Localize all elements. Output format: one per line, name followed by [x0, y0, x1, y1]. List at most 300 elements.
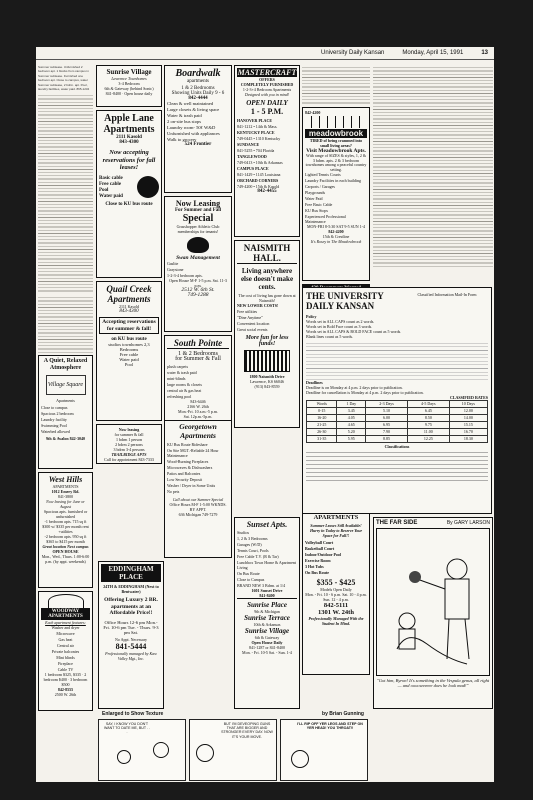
- ad-title: meadowbrook: [305, 129, 367, 138]
- table-cell: 0-15: [307, 408, 337, 415]
- ad-title: A Quiet, Relaxed Atmosphere: [43, 358, 88, 371]
- ad-line: The cost of living has gone down at Naismith!: [238, 293, 296, 303]
- classified-filler: [302, 65, 370, 105]
- ad-title: Sunset Apts.: [246, 520, 288, 529]
- feature: Free utilities: [237, 309, 258, 314]
- feature: Convenient location: [237, 321, 270, 326]
- ad-phone: 841-1287 or 841-8400: [249, 645, 285, 650]
- feature: Water paid: [99, 193, 123, 199]
- ad-line: 1-2-3+4 Bedroom Apartments: [242, 87, 292, 92]
- table-cell: 26-30: [307, 429, 337, 436]
- ad-special: Special: [182, 213, 214, 224]
- classified-text: Summer sublease, 2 bdrm. apt. Pool, laundry facilities, water paid. 865-1234: [38, 83, 90, 91]
- ad-phone: 841-8400 · Open house daily: [105, 91, 153, 96]
- ad-address: 1012 Emery Rd.: [51, 489, 80, 494]
- comic-caption: "Got him, Byron! It's something in the Vespula genus, all right — and ooooweeeee does he look mad!": [376, 678, 490, 688]
- ad-address: 15th & Crestline: [322, 234, 350, 240]
- feature: Laundry room- 50¢ W&D: [167, 125, 216, 130]
- ad-line: for Summer & Fall: [175, 356, 221, 362]
- feature: 2 on-site bus stops: [167, 119, 202, 124]
- speech-bubble: BUT I'M DEVEOPING GUNS THAT ARE BIGGER AND STRONGER EVERY DAY. NOW IT'S YOUR MOVE.: [221, 722, 273, 739]
- feature: On Bus Route: [305, 570, 330, 575]
- ad-line: 1 & 2 Bedrooms: [181, 86, 215, 91]
- ad-line: Summer Leases Still Available! Hurry in Today to Reserve Your Space for Fall!!: [309, 523, 363, 538]
- far-side-comic: [373, 517, 493, 709]
- ad-title: Georgetown Apartments: [179, 422, 217, 440]
- ad-line: TIRED of being crammed into small living areas?: [309, 138, 363, 148]
- form-fields: [306, 449, 488, 481]
- feature: plush carpets: [167, 364, 188, 369]
- classified-text: Summer sublease. Unfurnished 2 bedroom apt. 1 blocks from campus in: [38, 65, 89, 73]
- ad-address: 2166 W. 26th: [187, 404, 209, 409]
- feature: 1, 2 & 3 Bedrooms: [237, 536, 268, 541]
- comic-panel-1: [98, 719, 186, 781]
- feature: Free Cable T.V. (R & Tar): [237, 554, 279, 559]
- table-cell: 14.00: [449, 415, 487, 422]
- ad-line: Showing Units Daily 9 - 6: [171, 91, 225, 96]
- ad-title: Sunrise Village: [244, 627, 290, 635]
- table-row: [307, 429, 488, 436]
- ad-title: Sunrise Place: [247, 601, 287, 609]
- column-6: [373, 65, 493, 267]
- classified-text: Summer sublease. Furnished one bedroom apt. Close to campus, water: [38, 74, 88, 82]
- ad-phone: 842-4444: [188, 96, 208, 101]
- ad-phone: 843-4300: [119, 309, 139, 314]
- ad-address: 1800 Naismith Drive: [249, 374, 285, 379]
- ad-price: $355 - $425: [316, 578, 356, 587]
- ad-address: 6th & Gateway: [254, 635, 280, 640]
- ad-title: Boardwalk: [175, 68, 221, 79]
- ad-open: OPEN DAILY: [246, 99, 288, 107]
- feature: Wood-Burning Fireplaces: [167, 459, 209, 464]
- feature: BRAND NEW 3 Bdrm. at 1/4: [237, 583, 286, 588]
- ad-line: studios townhomes 2,3 Bedrooms: [108, 342, 150, 352]
- ad-office: Office Hours M-F 1-5:00 WKNDS. BY APPT.: [169, 502, 227, 512]
- character-icon: [117, 750, 131, 764]
- feature: Laundry facility: [41, 417, 67, 422]
- ad-title: Swan Management: [176, 255, 220, 261]
- ad-city: Lawrence, KS 66046: [250, 379, 284, 384]
- ad-title: NAISMITH HALL.: [237, 243, 297, 264]
- feature: "Dine Anytime": [237, 315, 263, 320]
- ad-phone: 842-4455: [257, 189, 277, 194]
- ad-address: 524 Frontier: [184, 142, 212, 147]
- palm-trees-icon: [311, 116, 361, 128]
- column-1: [38, 65, 93, 714]
- ad-title: Sunrise Village: [106, 68, 152, 76]
- ad-eddingham: [98, 561, 164, 709]
- feature: 1-2-3-4 bedroom apts.: [167, 273, 203, 278]
- feature: NEW LOWER COSTS!: [237, 303, 279, 308]
- feature: Lighted Tennis Courts: [305, 172, 341, 178]
- comic-strip: [98, 711, 368, 781]
- ad-hours: Office Hours 12-6 pm Mon.- Fri. 10-6 pm Tue. - Thurs. 9-3 pm Sat.: [103, 619, 159, 635]
- building-icon: [244, 350, 290, 372]
- ad-hours: Open House Daily: [251, 640, 283, 645]
- ad-west-hills: [38, 472, 93, 588]
- feature: No pets: [167, 489, 180, 494]
- ad-title: Sunrise Terrace: [244, 614, 290, 622]
- table-cell: 6.45: [407, 408, 449, 415]
- feature: Walk to grocery: [167, 137, 197, 142]
- kansan-classified-form: [302, 287, 492, 514]
- feature: Tennis Court, Pools: [237, 548, 269, 553]
- rates-heading: CLASSIFIED RATES: [449, 395, 488, 400]
- far-side-drawing: [376, 528, 490, 676]
- table-cell: 6.00: [366, 415, 408, 422]
- ad-phone: 843-4300: [119, 140, 139, 145]
- feature: Mini blinds: [56, 655, 75, 660]
- feature: Swimming Pool: [41, 423, 67, 428]
- deadline-heading: Deadlines: [306, 380, 323, 385]
- ad-title: Apple Lane Apartments: [103, 113, 155, 135]
- classifications-heading: Classifications: [384, 444, 410, 449]
- table-cell: 15.15: [449, 422, 487, 429]
- ad-line: COMPLETELY FURNISHED: [240, 82, 294, 87]
- table-cell: 5.20: [337, 429, 366, 436]
- ad-boardwalk: [164, 65, 232, 193]
- feature: Gaslite: [167, 261, 179, 266]
- ad-mgmt: Professionally managed by Kaw Valley Mgt., Inc.: [105, 650, 157, 661]
- woodway-logo-icon: [48, 594, 84, 608]
- ad-title: Quail Creek Apartments: [106, 284, 152, 304]
- feature: 3 Hot Tubs: [305, 564, 324, 569]
- feature: Volleyball Court: [305, 540, 334, 545]
- feature: Laundry Facilities in each building: [305, 178, 361, 184]
- column-2: [96, 65, 162, 470]
- ad-line: 6th & Gateway (behind Sonic): [104, 86, 154, 91]
- ad-tag: It's Rosey in The Meadowbrook: [310, 239, 362, 245]
- ad-line: Pool: [124, 362, 134, 367]
- table-cell: 11.00: [407, 429, 449, 436]
- feature: water & trash paid: [167, 370, 197, 375]
- ad-line: for summer & fall: [114, 432, 144, 437]
- ad-line: Spacious apts. furnished or unfurnished: [43, 509, 88, 519]
- newspaper-page: [36, 47, 494, 782]
- ad-hours: Mon. - Fri. 10-5 Sat. - Sun. 1-4: [242, 650, 292, 655]
- ad-line: Water paid: [119, 357, 139, 362]
- swan-icon: [187, 237, 209, 253]
- ad-address: 1601 Sunset Drive: [251, 588, 283, 593]
- feature: Water Paid: [305, 196, 323, 202]
- feature: Garages (W/D): [237, 542, 262, 547]
- ad-title: APARTMENTS: [313, 513, 359, 521]
- ad-hours: MON-FRI 8-5:30 SAT 9-5 SUN 1-4: [306, 224, 366, 230]
- table-cell: 4.65: [337, 422, 366, 429]
- ad-hours: Mon.-Fri. 10 a.m.-5 p.m.: [178, 409, 218, 414]
- ad-title: TRAILRIDGE APTS: [111, 452, 147, 457]
- ad-naismith: [234, 240, 300, 428]
- deadline-line: Deadline is on Monday at 4 p.m. 2 days prior to publication.: [306, 385, 403, 390]
- feature: Great social events: [237, 327, 268, 332]
- ad-address: 24TH & EDDINGHAM (Next to Bentwater): [103, 584, 159, 594]
- ad-phone: (913) 843-8559: [254, 384, 280, 389]
- property-name: HANOVER PLACE: [237, 118, 273, 123]
- comic-panel-3: [280, 719, 368, 781]
- table-cell: 8.50: [407, 415, 449, 422]
- policy-line: Words set in ALL CAPS count as 2 words.: [306, 319, 375, 324]
- column-4: [234, 65, 300, 431]
- ad-line: Offering Luxury 2 BR. apartments at an Affordable Price!!: [104, 597, 158, 616]
- table-cell: 18.30: [449, 436, 487, 443]
- property-name: CAMPUS PLACE: [237, 166, 269, 171]
- ad-line: Designed with you in mind!: [244, 92, 290, 97]
- ad-meadowbrook: [302, 107, 370, 281]
- feature: Indoor/Outdoor Pool: [305, 552, 342, 557]
- feature: Microwaves & Dishwashers: [167, 465, 213, 470]
- feature: Close to KU bus route: [105, 201, 153, 207]
- feature: refreshing pool: [167, 394, 192, 399]
- speech-bubble: SAY, I KNOW YOU DON'T WANT TO DATE ME, BUT . . .: [103, 722, 151, 735]
- feature: Playgrounds: [305, 190, 325, 196]
- ad-line: 1 & 2 Bedrooms: [178, 351, 218, 357]
- policy-heading: Policy: [306, 314, 317, 319]
- table-cell: 3.45: [337, 408, 366, 415]
- ad-tag: More fun for less funds!: [245, 335, 289, 347]
- ad-address: 2111 Kasold: [116, 135, 142, 140]
- ad-phone: 842-8555: [57, 687, 74, 692]
- policy-line: Words set in Bold Face count as 3 words.: [306, 324, 373, 329]
- comic-author: By GARY LARSON: [446, 520, 490, 526]
- property-addr: 841-1212 • 14th & Mass.: [237, 124, 278, 129]
- table-cell: 8.85: [366, 436, 408, 443]
- ad-tag: Accepting reservations for summer & fall!: [99, 317, 159, 334]
- property-name: KENTUCKY PLACE: [237, 130, 275, 135]
- ad-tag: Professionally Managed With the Student In Mind.: [308, 616, 364, 626]
- ad-title: West Hills: [48, 475, 83, 484]
- feature: Washer / Dryer in Some Units: [167, 483, 216, 488]
- ad-line: 2 bdrm 2 persons: [115, 442, 143, 447]
- table-header: 1 Day: [337, 401, 366, 408]
- feature: Pool: [99, 187, 109, 193]
- feature: mini-blinds: [167, 376, 186, 381]
- ad-mastercraft: [234, 65, 300, 237]
- table-cell: 12.25: [407, 436, 449, 443]
- ad-address: 10th & Arkansas: [253, 622, 281, 627]
- property-addr: 749-0413 • 10th & Arkansas: [237, 160, 283, 165]
- table-cell: 16-20: [307, 415, 337, 422]
- table-cell: 5.95: [337, 436, 366, 443]
- rates-table: [306, 400, 488, 443]
- ad-line: With range of SIZES & styles, 1, 2 & 3 bdrm. apts. 2 & 3 bedroom townhomes among a peaceful country setting.: [305, 153, 367, 172]
- feature: On Bus Route: [237, 571, 260, 576]
- form-title: THE UNIVERSITY DAILY KANSAN: [306, 291, 384, 311]
- ad-line: 3 bdrm 3-4 persons: [113, 447, 145, 452]
- feature: Carports / Garages: [305, 184, 335, 190]
- ad-address: 9th & Michigan: [254, 609, 280, 614]
- table-cell: 5.10: [366, 408, 408, 415]
- feature: Lunchbox Town Home & Apartment Living: [237, 560, 296, 570]
- table-header: Words: [307, 401, 337, 408]
- ad-woodway: [38, 591, 93, 711]
- ad-sub: APARTMENTS: [52, 484, 79, 489]
- feature: Low Security Deposit: [167, 477, 203, 482]
- feature: Clean & well maintained: [167, 101, 214, 106]
- table-header-row: [307, 401, 488, 408]
- ad-line: Great location Next campus: [42, 544, 89, 549]
- ad-tag: Each apartment features:: [45, 620, 86, 625]
- feature: Fireplace: [58, 661, 73, 666]
- ad-sunrise-village: [96, 65, 162, 107]
- policy-line: Words set in ALL CAPS & BOLD FACE count as 5 words.: [306, 329, 402, 334]
- character-icon: [196, 744, 214, 762]
- property-name: SUNDANCE: [237, 142, 260, 147]
- property-addr: 749-4200 • 15th & Kasold: [237, 184, 280, 189]
- table-header: 2-3 Days: [366, 401, 408, 408]
- ad-phone: 841-3800: [57, 494, 74, 499]
- property-addr: 749-0445 • 1310 Kentucky: [237, 136, 281, 141]
- feature: Free Basic Cable: [305, 202, 333, 208]
- policy-line: Blank lines count as 5 words.: [306, 334, 354, 339]
- ad-line: Free cable: [119, 352, 139, 357]
- ad-apple-lane: [96, 110, 162, 278]
- feature: Studios: [237, 530, 250, 535]
- ad-title: WOODWAY APARTMENTS: [41, 608, 90, 620]
- far-side-illustration: [377, 529, 491, 675]
- feature: Private balconies: [51, 649, 80, 654]
- ad-appt: No Appt. Necessary: [114, 636, 148, 642]
- ad-line: Now leasing: [118, 427, 140, 432]
- ad-address: 2512 W. 6th St.: [181, 287, 215, 293]
- ad-address: 2111 Kasold: [118, 304, 140, 309]
- ad-title: EDDINGHAM PLACE: [101, 564, 161, 582]
- table-row: [307, 436, 488, 443]
- table-row: [307, 415, 488, 422]
- ad-line: 1 bdrm 1 person: [115, 437, 143, 442]
- classified-filler: [373, 65, 493, 267]
- ad-phone: 841-8400: [237, 593, 297, 599]
- ad-address: 2500 W. 26th: [54, 692, 77, 697]
- ad-call: Call about our Summer Special: [172, 497, 224, 502]
- ad-phone: 843-6446: [190, 399, 206, 404]
- feature: Experienced Professional Maintenance: [305, 214, 346, 225]
- ad-quail-creek: [96, 281, 162, 421]
- ad-phone: 841-5444: [115, 641, 147, 651]
- table-header: 10 Days: [449, 401, 487, 408]
- ad-address: 1301 W. 24th: [318, 609, 354, 616]
- feature: Central air: [57, 643, 74, 648]
- ad-title: MASTERCRAFT: [237, 68, 297, 77]
- page-header: [36, 50, 494, 60]
- feature: Patios and Balconies: [167, 471, 201, 476]
- feature: large rooms & closets: [167, 382, 202, 387]
- ad-phone: 749-1288: [187, 292, 209, 298]
- character-icon: [153, 742, 169, 758]
- property-addr: 841-5255 • 704 Florida: [237, 148, 275, 153]
- ad-hours: Mon. - Fri. 10 - 6 p.m. Sat. 10 - 4 p.m. Sun. 12 - 4 p.m.: [305, 592, 367, 602]
- ad-small: Grasshopper Athletic Club memberships for tenants!: [176, 224, 220, 234]
- table-cell: 4.05: [337, 415, 366, 422]
- character-icon: [291, 750, 309, 768]
- feature: Basketball Court: [305, 546, 335, 551]
- ad-sub: apartments: [187, 79, 209, 84]
- feature: KU Bus Route Rideshare: [167, 442, 208, 447]
- ad-tag: Now accepting reservations for fall leases!: [102, 149, 156, 171]
- table-row: [307, 408, 488, 415]
- ad-prices: 1 bedroom $325, $335 · 2 bedroom $400 · 3 bedroom $500: [43, 672, 88, 687]
- ad-phone: Call for appointment 843-7333: [104, 457, 154, 462]
- ad-line: -1 bedroom apts. 715 sq ft $300 w/ $335 per month rent +utilities: [42, 519, 89, 534]
- ad-quiet-relaxed: [38, 355, 93, 469]
- form-sub: Classified Information Mail-In Form: [417, 292, 477, 297]
- comic-title: Enlarged to Show Texture: [102, 711, 164, 717]
- classified-filler: [38, 295, 93, 355]
- feature: central air & gas heat: [167, 388, 202, 393]
- table-cell: 16.70: [449, 429, 487, 436]
- ad-phone: 842-5111: [323, 602, 349, 609]
- feature: Free cable: [99, 181, 121, 187]
- village-square-logo: [46, 375, 86, 395]
- ad-phone: 842-4200: [328, 229, 344, 235]
- feature: KU Bus Stops: [305, 208, 328, 214]
- ad-georgetown: [164, 420, 232, 558]
- feature: Unfurnished with appliances: [167, 131, 220, 136]
- ad-swan: [164, 196, 232, 332]
- feature: Basic cable: [99, 175, 123, 181]
- ad-phone: 842-4200: [305, 110, 321, 115]
- feature: Gas heat: [58, 637, 73, 642]
- ad-tag: OFFERS: [259, 77, 275, 82]
- deadline-line: Deadline for cancellation is Monday at 4 p.m. 2 days prior to publication.: [306, 390, 424, 395]
- feature: On Site MGT.-Reliable 24 Hour Maintenance: [167, 448, 219, 458]
- table-cell: 12.00: [449, 408, 487, 415]
- table-header: 4-5 Days: [407, 401, 449, 408]
- feature: Close to Campus: [237, 577, 265, 582]
- feature: Large closets & living space: [167, 107, 220, 112]
- ad-line: Living anywhere else doesn't make cents.: [240, 267, 294, 291]
- property-addr: 841-1429 • 1145 Louisiana: [237, 172, 281, 177]
- policy-filler: [306, 340, 488, 380]
- ad-hours: 1 - 5 P.M.: [250, 107, 284, 116]
- ad-sub: Apartments: [56, 398, 75, 403]
- ad-open: OPEN HOUSE: [52, 549, 79, 554]
- classified-filler: [38, 93, 93, 293]
- property-name: TANGLEWOOD: [237, 154, 267, 159]
- ad-trailridge: [96, 424, 162, 464]
- ad-hours: Open House M-F 1-5 p.m. Sat. 11-3 p.m.: [169, 278, 227, 288]
- ad-line: For Summer and Fall: [174, 208, 222, 213]
- comic-panel-2: [189, 719, 277, 781]
- ad-models: Models Open Daily: [320, 587, 352, 592]
- apple-icon: [137, 176, 159, 198]
- comic-title: THE FAR SIDE: [376, 520, 418, 526]
- ad-sunset-sunrise: [234, 517, 300, 709]
- paper-name: University Daily Kansan: [321, 50, 385, 56]
- ad-line: 3-4 Bedroom: [118, 81, 140, 86]
- ad-colony-woods: [302, 503, 370, 675]
- ad-tag: Now leasing for June or August: [46, 499, 85, 509]
- feature: Cable TV: [57, 667, 74, 672]
- feature: Water & trash paid: [167, 113, 202, 118]
- feature: Microwave: [56, 631, 75, 636]
- ad-hours: Mon., Wed., Thurs. 1:00-6:00 p.m. (by appt. weekends): [41, 554, 90, 564]
- page-date: Monday, April 15, 1991: [402, 50, 464, 56]
- ad-line: -2 bedroom apts. 950 sq ft $365 to $415 per month: [44, 534, 87, 544]
- table-cell: 6.95: [366, 422, 408, 429]
- feature: Exercise Room: [305, 558, 331, 563]
- speech-bubble: I'LL RIP OFF YER LEGS AND STEP ON YER HEAD! YOU THROAT!!: [297, 722, 363, 731]
- feature: Washer and dryer: [51, 625, 80, 630]
- feature: Close to campus: [41, 405, 68, 410]
- ad-line: Now Leasing: [175, 199, 221, 208]
- table-row: [307, 422, 488, 429]
- feature: Graystone: [167, 267, 184, 272]
- column-3: [164, 65, 232, 464]
- ad-hours: Sat. 12p.m.-5p.m.: [183, 414, 213, 419]
- table-cell: 31-35: [307, 436, 337, 443]
- table-cell: 21-25: [307, 422, 337, 429]
- property-name: ORCHARD CORNERS: [237, 178, 279, 183]
